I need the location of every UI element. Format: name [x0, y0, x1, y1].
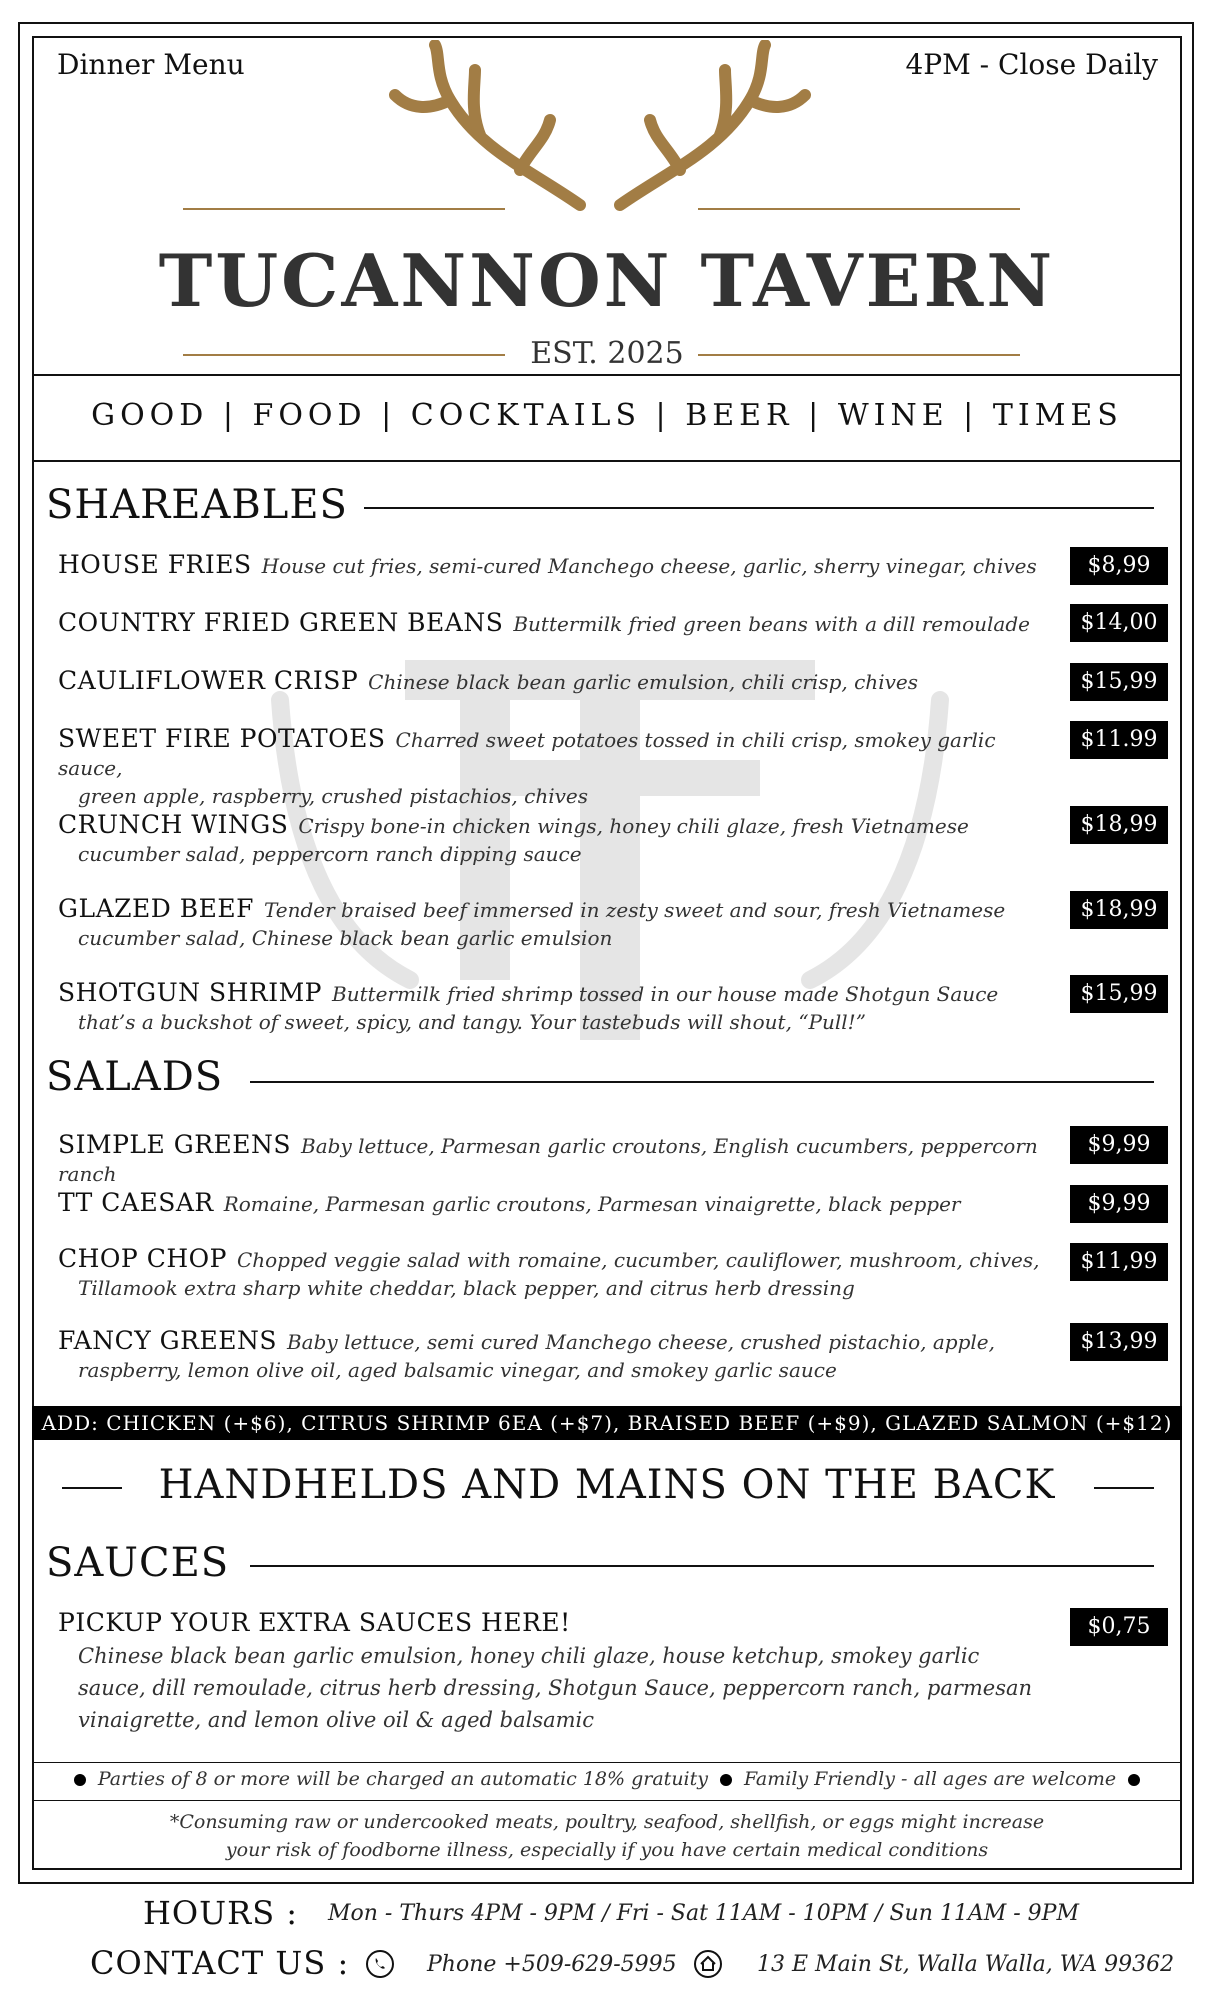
sauces-title: SAUCES — [46, 1540, 230, 1586]
item-description: Buttermilk fried shrimp tossed in our house made Shotgun Sauce — [332, 982, 999, 1006]
item-description: Baby lettuce, semi cured Manchego cheese, crushed pistachio, apple, — [286, 1330, 995, 1354]
disclaimer-line: *Consuming raw or undercooked meats, poultry, seafood, shellfish, or eggs might increase — [169, 1811, 1045, 1833]
hours-text: Mon - Thurs 4PM - 9PM / Fri - Sat 11AM - 10PM / Sun 11AM - 9PM — [328, 1901, 1080, 1926]
shareables-rule — [364, 507, 1154, 509]
salads-rule — [250, 1081, 1154, 1083]
item-name: TT CAESAR — [58, 1188, 214, 1217]
home-icon — [694, 1950, 722, 1978]
menu-item — [58, 1188, 1058, 1218]
item-price: $8,99 — [1070, 547, 1168, 585]
item-description: Romaine, Parmesan garlic croutons, Parmesan vinaigrette, black pepper — [223, 1192, 961, 1216]
item-description: Baby lettuce, Parmesan garlic croutons, English cucumbers, peppercorn ranch — [58, 1134, 1038, 1186]
item-price: $0,75 — [1070, 1608, 1168, 1646]
item-description: Buttermilk fried green beans with a dill remoulade — [513, 612, 1030, 636]
item-price: $9,99 — [1070, 1185, 1168, 1223]
item-description: Charred sweet potatoes tossed in chili crisp, smokey garlic sauce, — [58, 728, 996, 780]
shareables-title: SHAREABLES — [46, 482, 348, 528]
item-name: HOUSE FRIES — [58, 550, 252, 579]
menu-item — [58, 1130, 1058, 1188]
item-price: $18,99 — [1070, 891, 1168, 929]
item-description: Chinese black bean garlic emulsion, chili crisp, chives — [368, 670, 918, 694]
rule-above-tagline — [32, 374, 1182, 376]
gold-rule-lower-right — [698, 354, 1020, 356]
item-description-cont: cucumber salad, peppercorn ranch dipping sauce — [78, 842, 582, 866]
item-name: CRUNCH WINGS — [58, 810, 289, 839]
bullet — [74, 1774, 86, 1786]
rule-above-notes — [32, 1762, 1182, 1763]
handhelds-rule-right — [1094, 1487, 1154, 1489]
item-price: $15,99 — [1070, 975, 1168, 1013]
hours-label: HOURS : — [143, 1894, 299, 1932]
item-description: Tender braised beef immersed in zesty sweet and sour, fresh Vietnamese — [263, 898, 1006, 922]
family-note: Family Friendly - all ages are welcome — [744, 1768, 1117, 1790]
phone-icon — [366, 1950, 394, 1978]
item-price: $9,99 — [1070, 1126, 1168, 1164]
phone-number: Phone +509-629-5995 — [427, 1952, 677, 1977]
item-description: House cut fries, semi-cured Manchego cheese, garlic, sherry vinegar, chives — [261, 554, 1037, 578]
gold-rule-upper-left — [183, 208, 505, 210]
item-price: $18,99 — [1070, 806, 1168, 844]
item-description: Crispy bone-in chicken wings, honey chili glaze, fresh Vietnamese — [298, 814, 969, 838]
item-price: $13,99 — [1070, 1323, 1168, 1361]
item-name: FANCY GREENS — [58, 1326, 277, 1355]
item-description-cont: that’s a buckshot of sweet, spicy, and tangy. Your tastebuds will shout, “Pull!” — [78, 1010, 866, 1034]
item-name: SWEET FIRE POTATOES — [58, 724, 386, 753]
sauces-description: Chinese black bean garlic emulsion, honey chili glaze, house ketchup, smokey garlic sauce, dill remoulade, citrus herb dressing, Shotgun Sauce, peppercorn ranch, parmesan vinaigrette, and lemon olive oil & aged balsamic — [78, 1644, 1033, 1732]
menu-item — [58, 894, 1058, 952]
item-name: GLAZED BEEF — [58, 894, 254, 923]
handhelds-note: HANDHELDS AND MAINS ON THE BACK — [158, 1462, 1056, 1508]
item-name: CAULIFLOWER CRISP — [58, 666, 359, 695]
item-price: $11,99 — [1070, 1243, 1168, 1281]
disclaimer-line: your risk of foodborne illness, especially if you have certain medical conditions — [225, 1839, 989, 1861]
gratuity-note: Parties of 8 or more will be charged an automatic 18% gratuity — [97, 1768, 708, 1790]
menu-item — [58, 810, 1058, 868]
menu-item — [58, 1326, 1058, 1384]
salads-title: SALADS — [46, 1054, 224, 1100]
hours-label-top: 4PM - Close Daily — [905, 48, 1158, 81]
menu-item — [58, 1244, 1058, 1302]
item-name: PICKUP YOUR EXTRA SAUCES HERE! — [58, 1608, 571, 1637]
item-description-cont: cucumber salad, Chinese black bean garlic emulsion — [78, 926, 613, 950]
item-description-cont: Tillamook extra sharp white cheddar, black pepper, and citrus herb dressing — [78, 1276, 855, 1300]
established-year: EST. 2025 — [530, 336, 684, 371]
item-price: $14,00 — [1070, 604, 1168, 642]
dinner-menu-label: Dinner Menu — [57, 48, 245, 81]
item-price: $11.99 — [1070, 721, 1168, 759]
health-disclaimer — [32, 1808, 1182, 1864]
rule-above-disclaimer — [32, 1800, 1182, 1801]
menu-item — [58, 1608, 1058, 1637]
item-description: Chopped veggie salad with romaine, cucumber, cauliflower, mushroom, chives, — [236, 1248, 1040, 1272]
item-name: CHOP CHOP — [58, 1244, 227, 1273]
sauces-rule — [250, 1565, 1154, 1567]
item-name: SHOTGUN SHRIMP — [58, 978, 323, 1007]
item-name: COUNTRY FRIED GREEN BEANS — [58, 608, 504, 637]
gold-rule-upper-right — [698, 208, 1020, 210]
contact-label: CONTACT US : — [90, 1944, 350, 1982]
add-protein-bar: ADD: CHICKEN (+$6), CITRUS SHRIMP 6EA (+$7), BRAISED BEEF (+$9), GLAZED SALMON (+$12) — [32, 1406, 1182, 1440]
item-price: $15,99 — [1070, 663, 1168, 701]
menu-item — [58, 608, 1058, 638]
menu-item — [58, 978, 1058, 1036]
menu-item — [58, 724, 1058, 810]
bullet — [1128, 1774, 1140, 1786]
item-name: SIMPLE GREENS — [58, 1130, 292, 1159]
street-address: 13 E Main St, Walla Walla, WA 99362 — [757, 1952, 1175, 1977]
menu-item — [58, 666, 1058, 696]
menu-item — [58, 550, 1058, 580]
tagline: GOOD | FOOD | COCKTAILS | BEER | WINE | TIMES — [91, 398, 1123, 433]
bullet — [720, 1774, 732, 1786]
antlers-logo — [380, 40, 820, 215]
rule-below-tagline — [32, 460, 1182, 462]
item-description-cont: raspberry, lemon olive oil, aged balsamic vinegar, and smokey garlic sauce — [78, 1358, 837, 1382]
brand-title: TUCANNON TAVERN — [158, 238, 1056, 323]
policy-notes — [32, 1768, 1182, 1790]
item-description-cont: green apple, raspberry, crushed pistachios, chives — [78, 784, 588, 808]
